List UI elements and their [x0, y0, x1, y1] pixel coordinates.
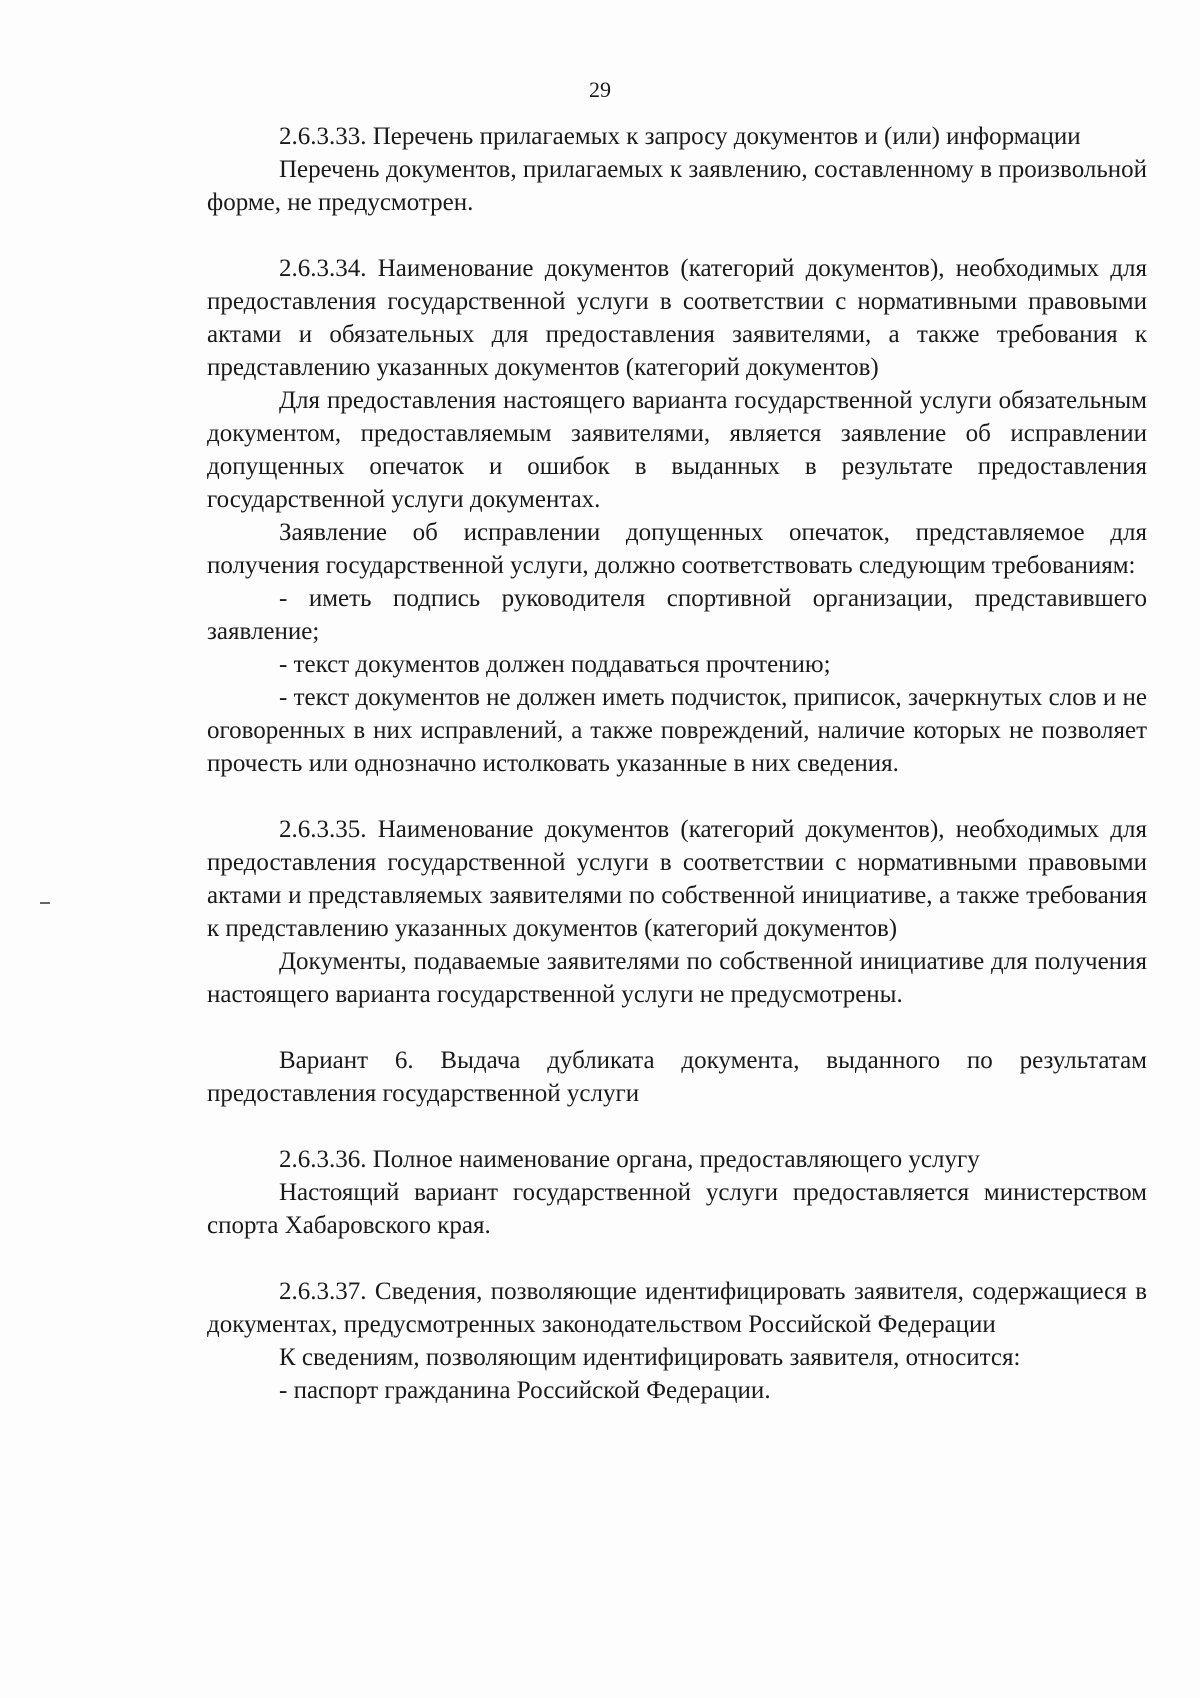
margin-mark [40, 902, 50, 904]
page-number: 29 [589, 77, 611, 102]
paragraph-own-initiative: Документы, подаваемые заявителями по собственной инициативе для получения настоящего варианта государственной услуги не предусмотрены. [207, 948, 1147, 1008]
paragraph-attached-docs: Перечень документов, прилагаемых к заявлению, составленному в произвольной форме, не предусмотрен. [207, 156, 1147, 216]
list-item-signature: - иметь подпись руководителя спортивной организации, представившего заявление; [207, 585, 1147, 645]
heading-2-6-3-33: 2.6.3.33. Перечень прилагаемых к запросу документов и (или) информации [279, 123, 1081, 150]
paragraph-mandatory-document: Для предоставления настоящего варианта государственной услуги обязательным документом, предоставляемым заявителями, является заявление об исправлении допущенных опечаток и ошибок в выданных в результате предоставления государственной услуги документах. [207, 387, 1147, 513]
list-item-passport: - паспорт гражданина Российской Федерации. [279, 1377, 771, 1404]
paragraph-requirements-intro: Заявление об исправлении допущенных опечаток, представляемое для получения государственной услуги, должно соответствовать следующим требованиям: [207, 519, 1147, 579]
heading-2-6-3-35: 2.6.3.35. Наименование документов (категорий документов), необходимых для предоставления государственной услуги в соответствии с нормативными правовыми актами и представляемых заявителями по собственной инициативе, а также требования к представлению указанных документов (категорий документов) [207, 816, 1147, 942]
document-body [207, 120, 1147, 1407]
heading-2-6-3-34: 2.6.3.34. Наименование документов (категорий документов), необходимых для предоставления государственной услуги в соответствии с нормативными правовыми актами и обязательных для предоставления заявителями, а также требования к представлению указанных документов (категорий документов) [207, 255, 1147, 381]
list-item-no-erasures: - текст документов не должен иметь подчисток, приписок, зачеркнутых слов и не оговоренных в них исправлений, а также повреждений, наличие которых не позволяет прочесть или однозначно истолковать указанные в них сведения. [207, 684, 1147, 777]
heading-variant-6: Вариант 6. Выдача дубликата документа, выданного по результатам предоставления государственной услуги [207, 1047, 1147, 1107]
heading-2-6-3-37: 2.6.3.37. Сведения, позволяющие идентифицировать заявителя, содержащиеся в документах, предусмотренных законодательством Российской Федерации [207, 1278, 1147, 1338]
heading-2-6-3-36: 2.6.3.36. Полное наименование органа, предоставляющего услугу [279, 1146, 980, 1173]
paragraph-identification: К сведениям, позволяющим идентифицировать заявителя, относится: [279, 1344, 1021, 1371]
paragraph-ministry: Настоящий вариант государственной услуги предоставляется министерством спорта Хабаровского края. [207, 1179, 1147, 1239]
list-item-readable: - текст документов должен поддаваться прочтению; [279, 651, 831, 678]
